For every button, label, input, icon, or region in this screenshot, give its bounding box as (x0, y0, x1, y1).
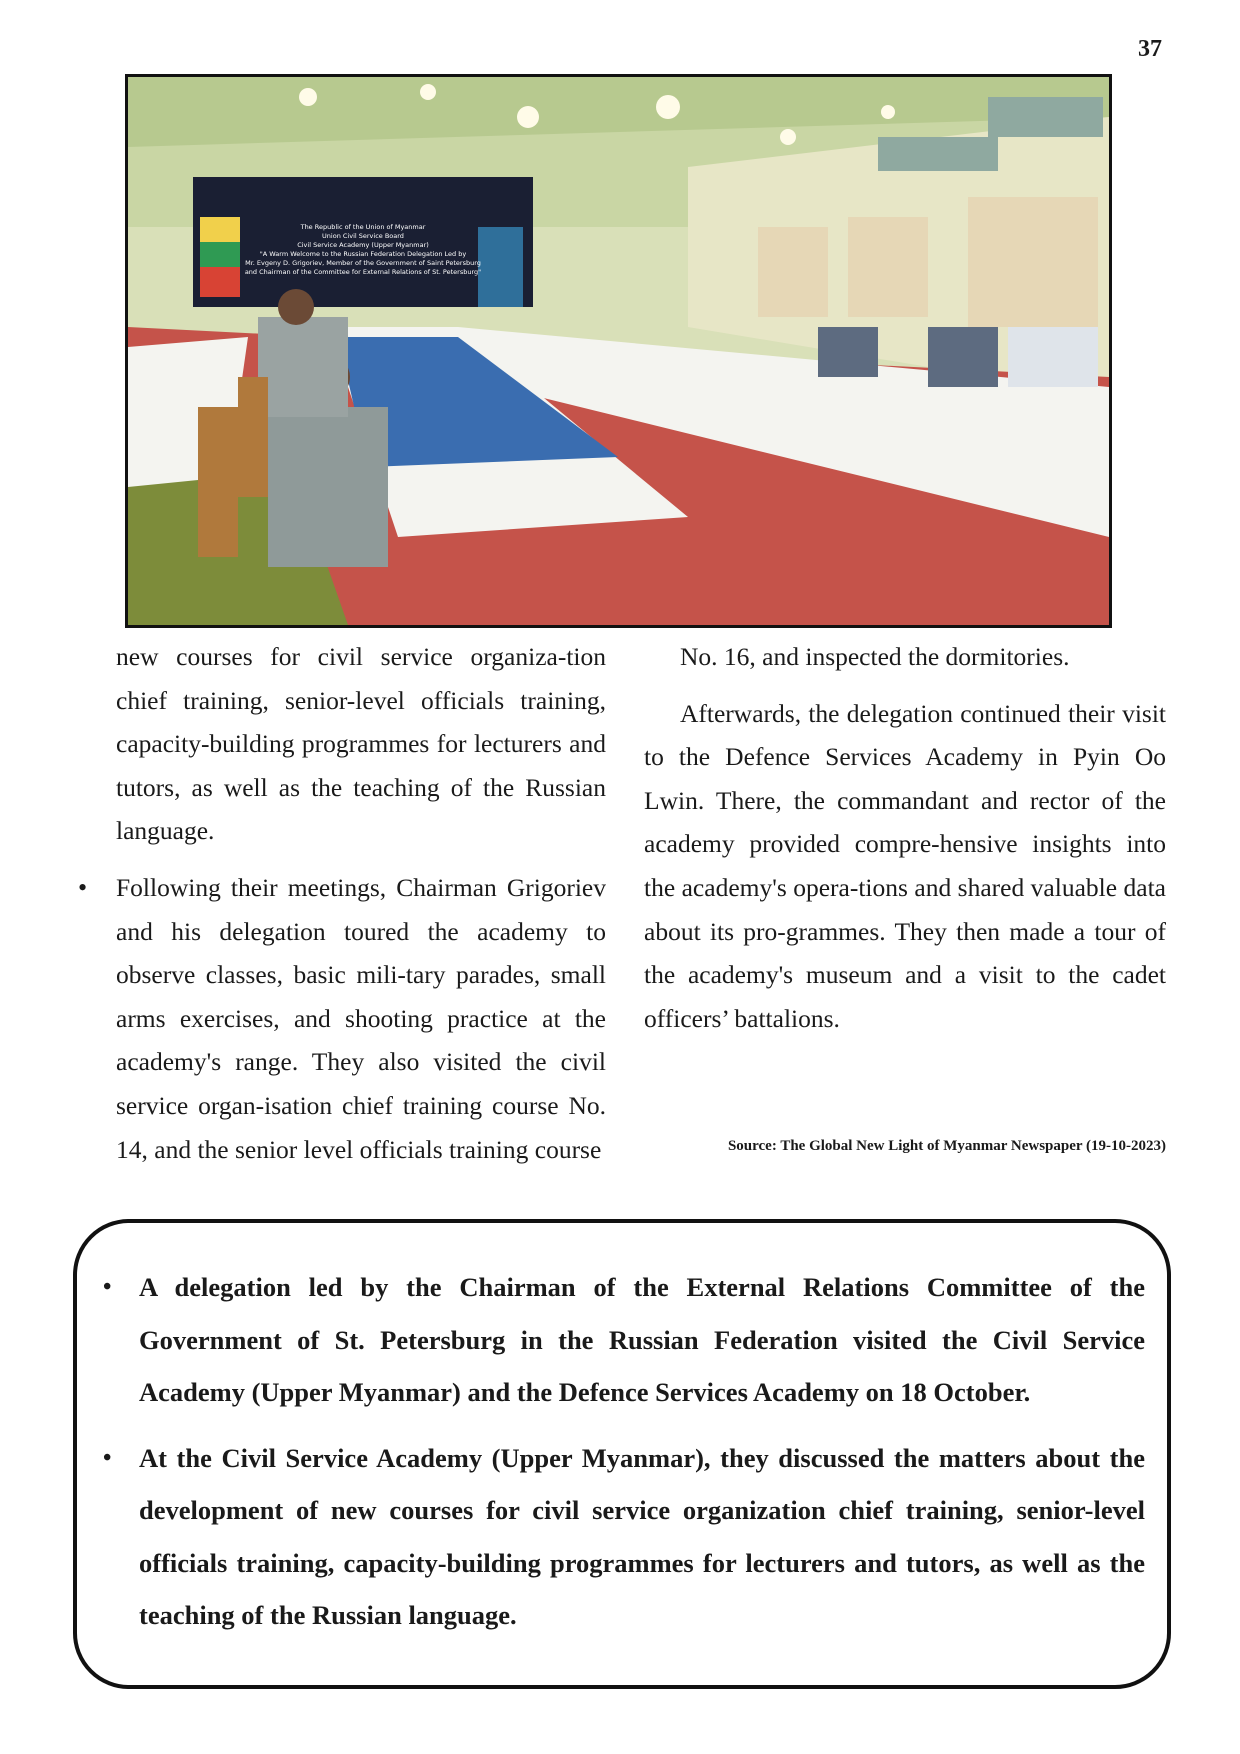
meeting-photo (125, 74, 1112, 628)
banner-line-2: Union Civil Service Board (322, 232, 404, 240)
banner-line-3: Civil Service Academy (Upper Myanmar) (297, 241, 429, 249)
left-paragraph-1: new courses for civil service organiza-tion chief training, senior-level officials training, capacity-building programmes for lecturers and tutors, as well as the teaching of the Russian language. (116, 642, 606, 846)
summary-list (139, 1261, 1145, 1655)
meeting-photo-illustration (128, 77, 1109, 625)
right-paragraph-2: Afterwards, the delegation continued their visit to the Defence Services Academy in Pyin Oo Lwin. There, the commandant and rector of the academy provided compre-hensive insights into the academy's opera-tions and shared valuable data about its pro-grammes. They then made a tour of the academy's museum and a visit to the cadet officers’ battalions. (644, 698, 1166, 1033)
summary-item-1: • A delegation led by the Chairman of the External Relations Committee of the Government of St. Petersburg in the Russian Federation visited the Civil Service Academy (Upper Myanmar) and the Defence Services Academy on 18 October. (139, 1261, 1145, 1419)
banner-line-1: The Republic of the Union of Myanmar (300, 223, 426, 231)
page-number: 37 (1138, 36, 1162, 62)
summary-item-2: • At the Civil Service Academy (Upper Myanmar), they discussed the matters about the development of new courses for civil service organization chief training, senior-level officials training, capacity-building programmes for lecturers and tutors, as well as the teaching of the Russian language. (139, 1432, 1145, 1642)
banner-line-5: Mr. Evgeny D. Grigoriev, Member of the Government of Saint Petersburg (245, 259, 481, 267)
source-citation: Source: The Global New Light of Myanmar Newspaper (19-10-2023) (727, 1138, 1166, 1154)
left-column (116, 635, 606, 1171)
banner-line-4: "A Warm Welcome to the Russian Federation Delegation Led by (259, 250, 467, 258)
banner-line-6: and Chairman of the Committee for External Relations of St. Petersburg" (244, 268, 482, 276)
summary-box (73, 1219, 1171, 1689)
right-column (644, 635, 1166, 1040)
left-bullet-paragraph: • Following their meetings, Chairman Grigoriev and his delegation toured the academy to observe classes, basic mili-tary parades, small arms exercises, and shooting practice at the academy's range. They also visited the civil service organ-isation chief training course No. 14, and the senior level officials training course (116, 866, 606, 1171)
right-paragraph-1: No. 16, and inspected the dormitories. (680, 642, 1070, 671)
